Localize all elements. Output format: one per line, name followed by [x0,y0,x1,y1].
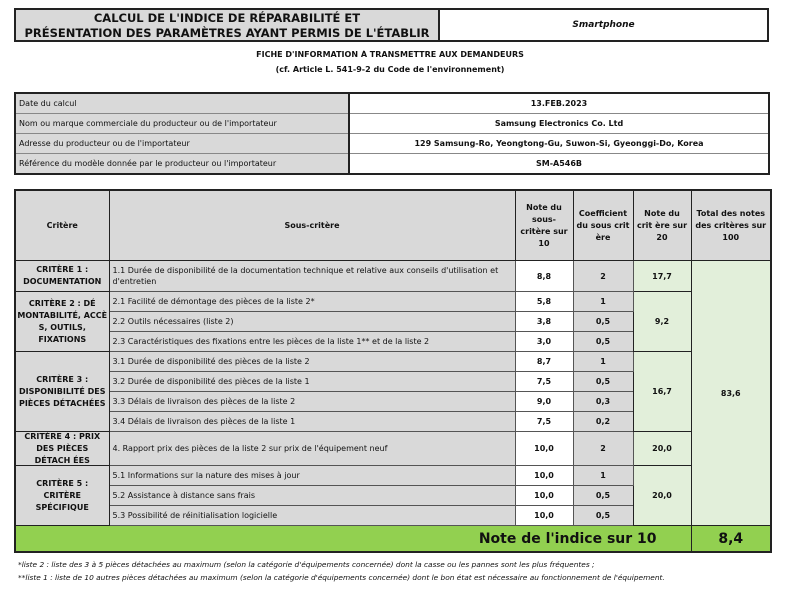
sub-criterion-note: 9,0 [515,392,573,412]
criterion-5-score: 20,0 [633,466,691,526]
footnote-liste-1: **liste 1 : liste de 10 autres pièces détachées au maximum (selon la catégorie d'équipements concernée) dont le bon état est nécessaire au fonctionnement de l'équipement. [18,573,665,582]
sub-criterion-coef: 1 [573,292,633,312]
subtitle-line-1: FICHE D'INFORMATION À TRANSMETTRE AUX DEMANDEURS [256,50,524,59]
sub-criterion-coef: 0,2 [573,412,633,432]
criterion-4-score: 20,0 [633,432,691,466]
subtitle-line-2: (cf. Article L. 541-9-2 du Code de l'environnement) [275,65,505,74]
final-score-value: 8,4 [691,526,771,553]
col-note-sous-critere: Note du sous-critère sur 10 [515,190,573,261]
product-category: Smartphone [439,8,769,42]
col-note-critere: Note du crit ère sur 20 [633,190,691,261]
sub-criterion-label: 4. Rapport prix des pièces de la liste 2 sur prix de l'équipement neuf [109,432,515,466]
info-row-brand [15,114,769,134]
info-row-model [15,154,769,175]
table-row [15,432,771,466]
col-sous-critere: Sous-critère [109,190,515,261]
info-label: Date du calcul [15,93,349,114]
sub-criterion-note: 10,0 [515,432,573,466]
col-critere: Critère [15,190,109,261]
table-row [15,466,771,486]
criterion-4-label: CRITÈRE 4 : PRIX DES PIÈCES DÉTACH ÉES [24,432,101,465]
sub-criterion-label: 2.2 Outils nécessaires (liste 2) [109,312,515,332]
sub-criterion-label: 3.1 Durée de disponibilité des pièces de la liste 2 [109,352,515,372]
sub-criterion-note: 7,5 [515,412,573,432]
sub-criterion-label: 5.1 Informations sur la nature des mises à jour [109,466,515,486]
info-label: Référence du modèle donnée par le producteur ou l'importateur [15,154,349,175]
info-value: 129 Samsung-Ro, Yeongtong-Gu, Suwon-Si, Gyeonggi-Do, Korea [349,134,769,154]
criterion-1-score: 17,7 [633,261,691,292]
table-row [15,352,771,372]
sub-criterion-coef: 0,5 [573,486,633,506]
criterion-1-label: CRITÈRE 1 : DOCUMENTATION [15,261,109,292]
document-title [14,8,440,42]
criterion-2-label: CRITÈRE 2 : DÉ MONTABILITÉ, ACCÈ S, OUTILS, FIXATIONS [15,292,109,352]
sub-criterion-label: 3.4 Délais de livraison des pièces de la liste 1 [109,412,515,432]
info-value: SM-A546B [349,154,769,175]
table-row [15,261,771,292]
title-line-1: CALCUL DE L'INDICE DE RÉPARABILITÉ ET [93,11,361,25]
final-score-label: Note de l'indice sur 10 [15,526,691,553]
sub-criterion-label: 1.1 Durée de disponibilité de la documentation technique et relative aux conseils d'utilisation et d'entretien [109,261,515,292]
sub-criterion-coef: 0,5 [573,372,633,392]
info-table [14,92,770,175]
sub-criterion-coef: 1 [573,466,633,486]
criterion-5-label: CRITÈRE 5 : CRITÈRE SPÉCIFIQUE [15,466,109,526]
info-label: Adresse du producteur ou de l'importateur [15,134,349,154]
sub-criterion-note: 8,7 [515,352,573,372]
info-row-date [15,93,769,114]
criterion-2-score: 9,2 [633,292,691,352]
header-row [15,190,771,261]
table-row [15,292,771,312]
sub-criterion-label: 5.2 Assistance à distance sans frais [109,486,515,506]
sub-criterion-note: 7,5 [515,372,573,392]
score-table [14,189,772,553]
footnote-liste-2: *liste 2 : liste des 3 à 5 pièces détachées au maximum (selon la catégorie d'équipements concernée) dont la casse ou les pannes sont les plus fréquentes ; [18,560,595,569]
sub-criterion-coef: 0,5 [573,332,633,352]
sub-criterion-note: 5,8 [515,292,573,312]
sub-criterion-note: 3,8 [515,312,573,332]
sub-criterion-coef: 1 [573,352,633,372]
final-score-row [15,526,771,553]
title-line-2: PRÉSENTATION DES PARAMÈTRES AYANT PERMIS DE L'ÉTABLIR [24,26,430,40]
sub-criterion-note: 10,0 [515,466,573,486]
sub-criterion-coef: 0,3 [573,392,633,412]
info-value: Samsung Electronics Co. Ltd [349,114,769,134]
sub-criterion-note: 8,8 [515,261,573,292]
criterion-3-score: 16,7 [633,352,691,432]
criterion-4-cell [15,432,109,466]
sub-criterion-label: 3.3 Délais de livraison des pièces de la liste 2 [109,392,515,412]
sub-criterion-coef: 0,5 [573,312,633,332]
sub-criterion-coef: 2 [573,432,633,466]
sub-criterion-label: 3.2 Durée de disponibilité des pièces de la liste 1 [109,372,515,392]
sub-criterion-label: 2.3 Caractéristiques des fixations entre les pièces de la liste 1** et de la liste 2 [109,332,515,352]
sub-criterion-label: 5.3 Possibilité de réinitialisation logicielle [109,506,515,526]
sub-criterion-label: 2.1 Facilité de démontage des pièces de la liste 2* [109,292,515,312]
criterion-3-label: CRITÈRE 3 : DISPONIBILITÉ DES PIÈCES DÉTACHÉES [15,352,109,432]
info-label: Nom ou marque commerciale du producteur ou de l'importateur [15,114,349,134]
col-coefficient: Coefficient du sous crit ère [573,190,633,261]
col-total: Total des notes des critères sur 100 [691,190,771,261]
total-score-100: 83,6 [691,261,771,526]
info-row-address [15,134,769,154]
sub-criterion-note: 3,0 [515,332,573,352]
sub-criterion-note: 10,0 [515,486,573,506]
sub-criterion-note: 10,0 [515,506,573,526]
info-value: 13.FEB.2023 [349,93,769,114]
sub-criterion-coef: 2 [573,261,633,292]
sub-criterion-coef: 0,5 [573,506,633,526]
